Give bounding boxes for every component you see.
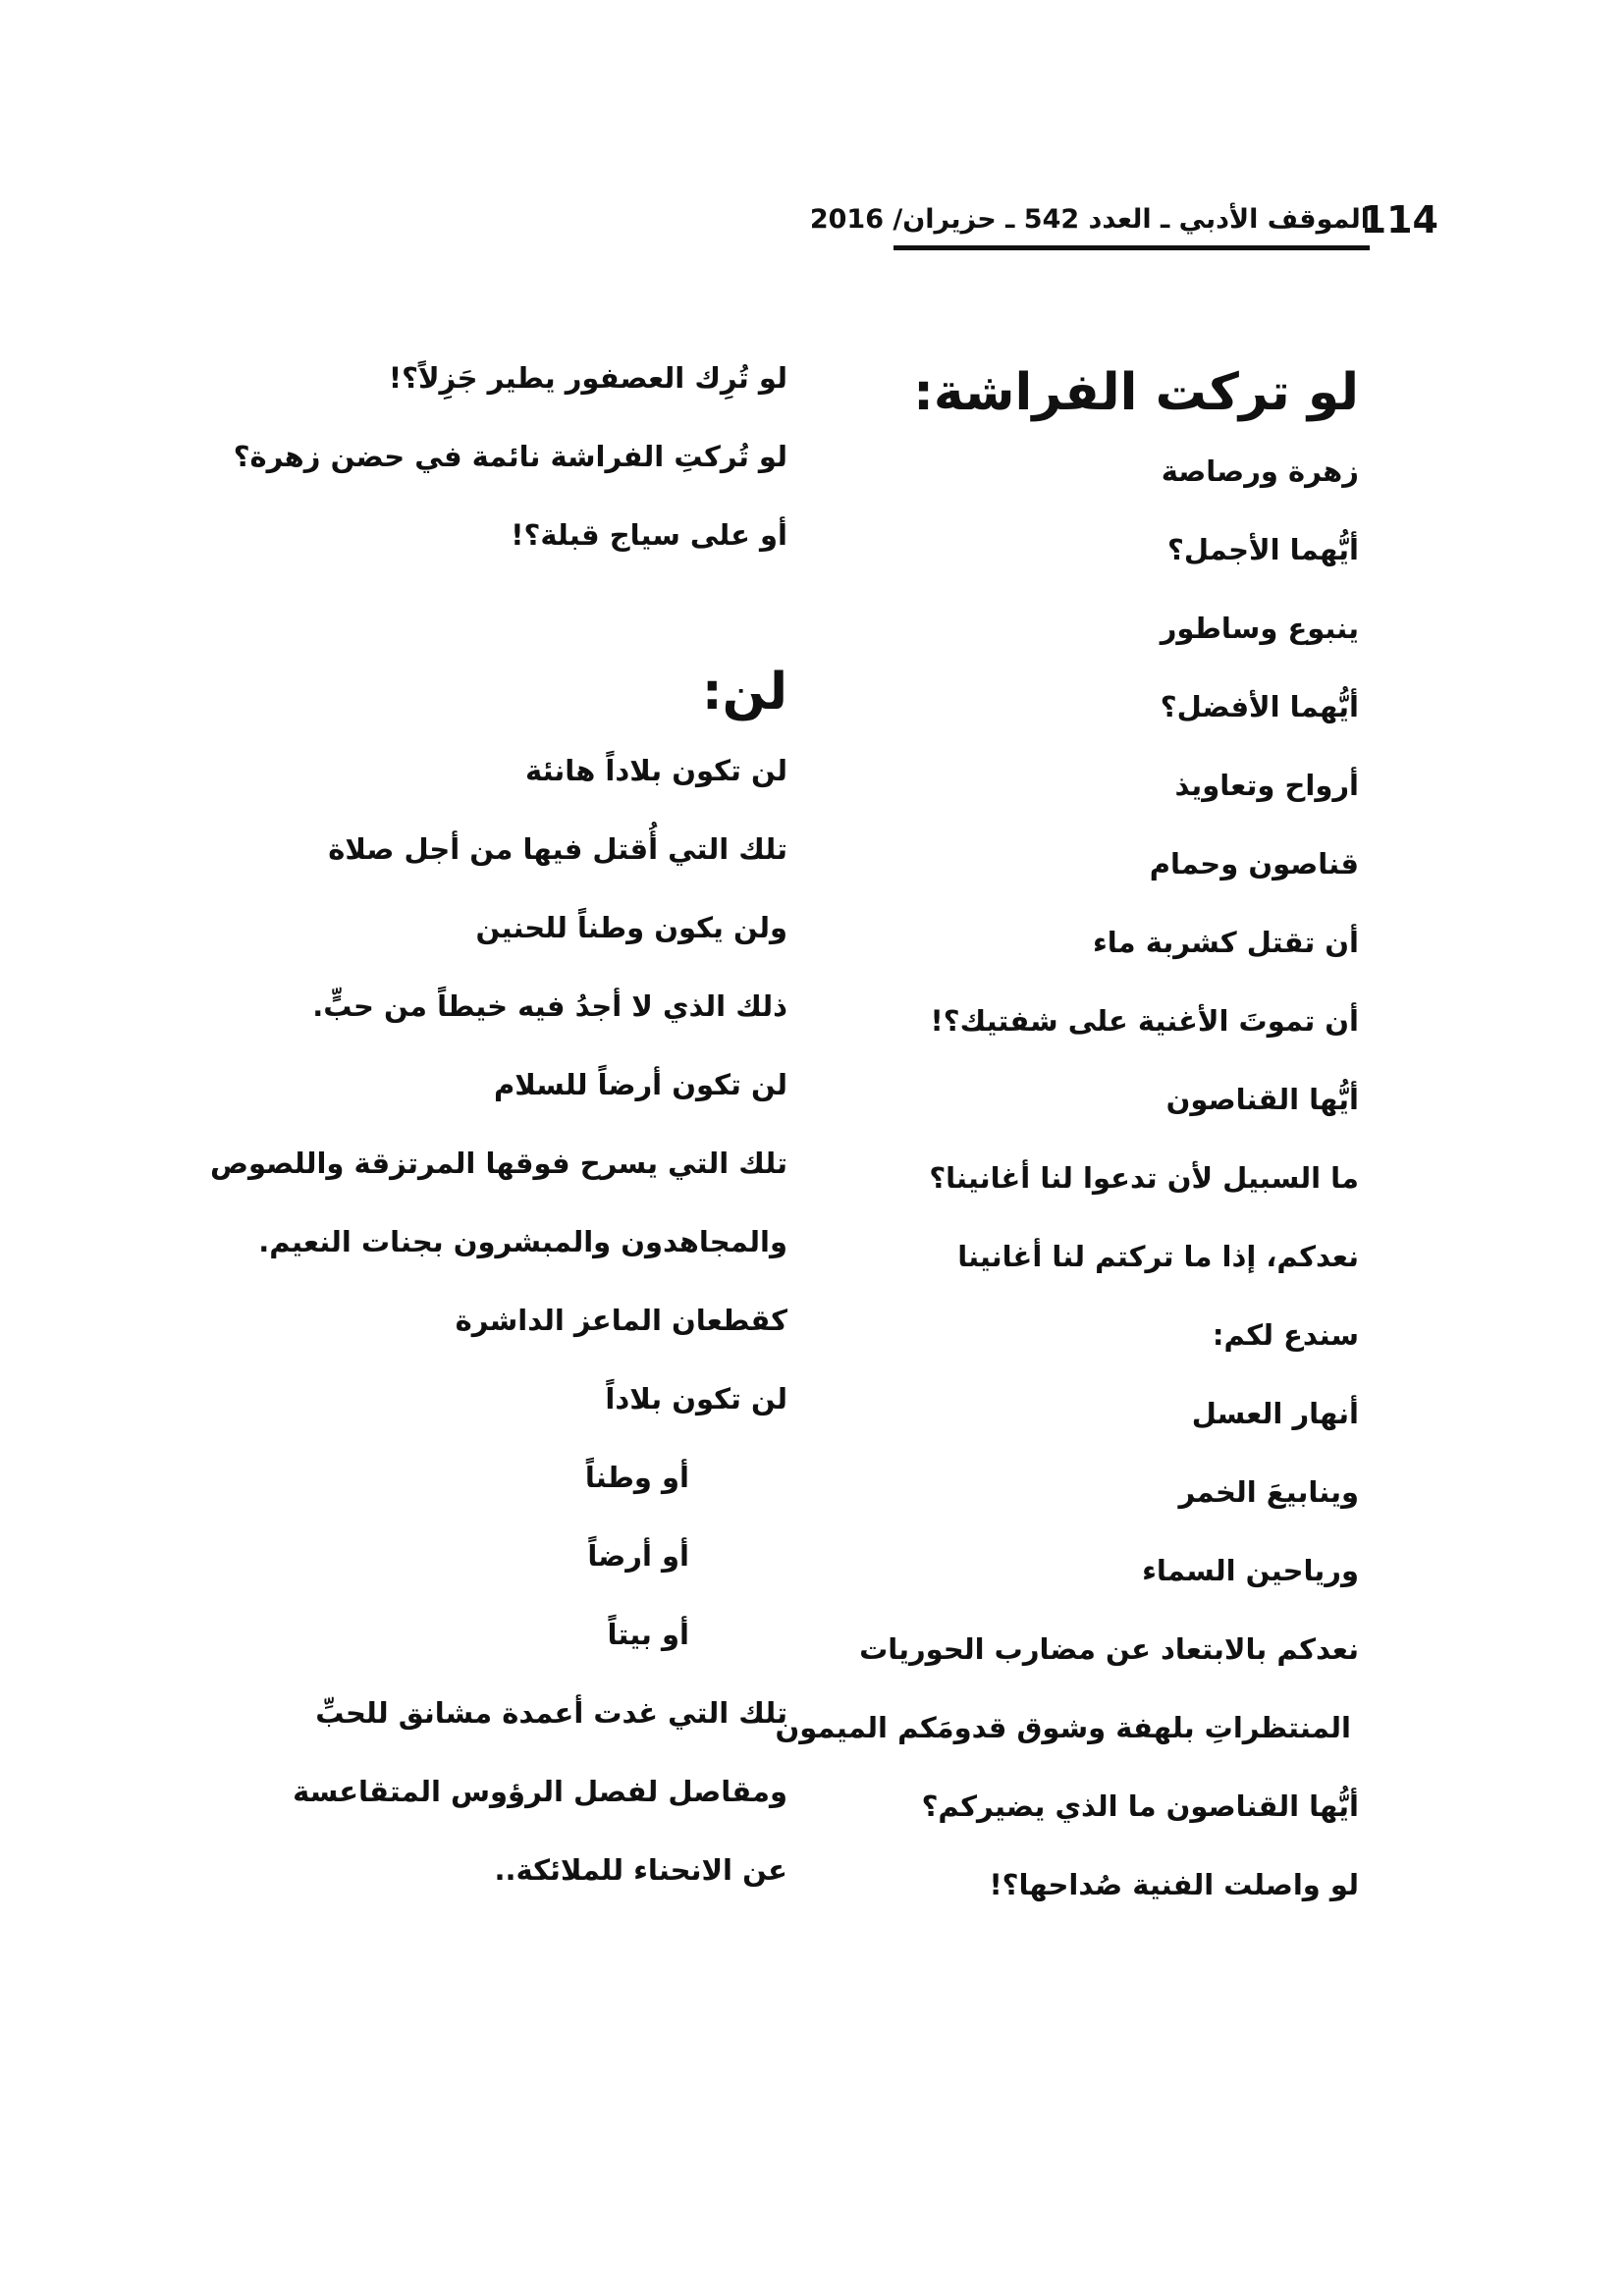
poem-line: كقطعان الماعز الداشرة <box>455 1304 787 1337</box>
poem-title: لو تركت الفراشة: <box>913 363 1359 422</box>
page-number: 114 <box>1360 198 1438 241</box>
header-rule <box>893 245 1370 250</box>
poem-line: تلك التي غدت أعمدة مشانق للحبِّ <box>315 1696 787 1730</box>
poem-line: ورياحين السماء <box>1142 1554 1359 1587</box>
running-head: الموقف الأدبي ـ العدد 542 ـ حزيران/ 2016 <box>809 204 1370 235</box>
poem-line: ولن يكون وطناً للحنين <box>475 911 787 944</box>
poem-line: أنهار العسل <box>1191 1397 1359 1430</box>
page-header <box>809 196 1438 255</box>
poem-line: لن تكون بلاداً <box>605 1382 787 1415</box>
poem-line: عن الانحناء للملائكة.. <box>494 1853 787 1887</box>
poem-line: والمجاهدون والمبشرون بجنات النعيم. <box>258 1225 787 1258</box>
poem-line: أن تقتل كشربة ماء <box>1092 926 1359 959</box>
left-column <box>209 339 787 1909</box>
poem-line: تلك التي يسرح فوقها المرتزقة واللصوص <box>209 1147 787 1180</box>
section-title: لن: <box>701 663 787 721</box>
poem-line: أيُّها القناصون ما الذي يضيركم؟ <box>921 1789 1359 1823</box>
poem-line: وينابيعَ الخمر <box>1178 1475 1359 1509</box>
poem-line: لن تكون بلاداً هانئة <box>524 754 787 787</box>
poem-line: لو تُركتِ الفراشة نائمة في حضن زهرة؟ <box>233 440 787 473</box>
poem-line: ينبوع وساطور <box>1160 612 1359 645</box>
poem-line: أرواح وتعاويذ <box>1174 769 1359 802</box>
poem-line: أو أرضاً <box>587 1539 689 1573</box>
poem-line: ذلك الذي لا أجدُ فيه خيطاً من حبٍّ. <box>312 989 787 1023</box>
poem-line: لو تُرِك العصفور يطير جَزِلاً؟! <box>388 361 787 395</box>
poem-line: تلك التي أُقتل فيها من أجل صلاة <box>328 832 787 866</box>
poem-line: أو على سياج قبلة؟! <box>511 518 787 552</box>
poem-line: ومقاصل لفصل الرؤوس المتقاعسة <box>293 1775 787 1808</box>
poem-line: نعدكم بالابتعاد عن مضارب الحوريات <box>859 1632 1359 1666</box>
poem-line: سندع لكم: <box>1212 1318 1359 1352</box>
poem-line: المنتظراتِ بلهفة وشوق قدومَكم الميمون <box>775 1711 1351 1744</box>
poem-line: لو واصلت الفنية صُداحها؟! <box>989 1868 1359 1901</box>
poem-line: نعدكم، إذا ما تركتم لنا أغانينا <box>957 1240 1359 1273</box>
poem-line: أن تموتَ الأغنية على شفتيك؟! <box>930 1004 1359 1038</box>
poem-line: ما السبيل لأن تدعوا لنا أغانينا؟ <box>929 1161 1359 1195</box>
poem-line: زهرة ورصاصة <box>1161 454 1359 488</box>
right-column <box>775 353 1359 1924</box>
poem-line: أو بيتاً <box>607 1618 689 1651</box>
poem-line: أيُّها القناصون <box>1165 1083 1359 1116</box>
poem-line: أيُّهما الأفضل؟ <box>1160 690 1359 723</box>
poem-line: لن تكون أرضاً للسلام <box>493 1068 787 1101</box>
poem-line: قناصون وحمام <box>1149 847 1359 881</box>
poem-line: أيُّهما الأجمل؟ <box>1167 533 1359 566</box>
poem-line: أو وطناً <box>584 1461 689 1494</box>
